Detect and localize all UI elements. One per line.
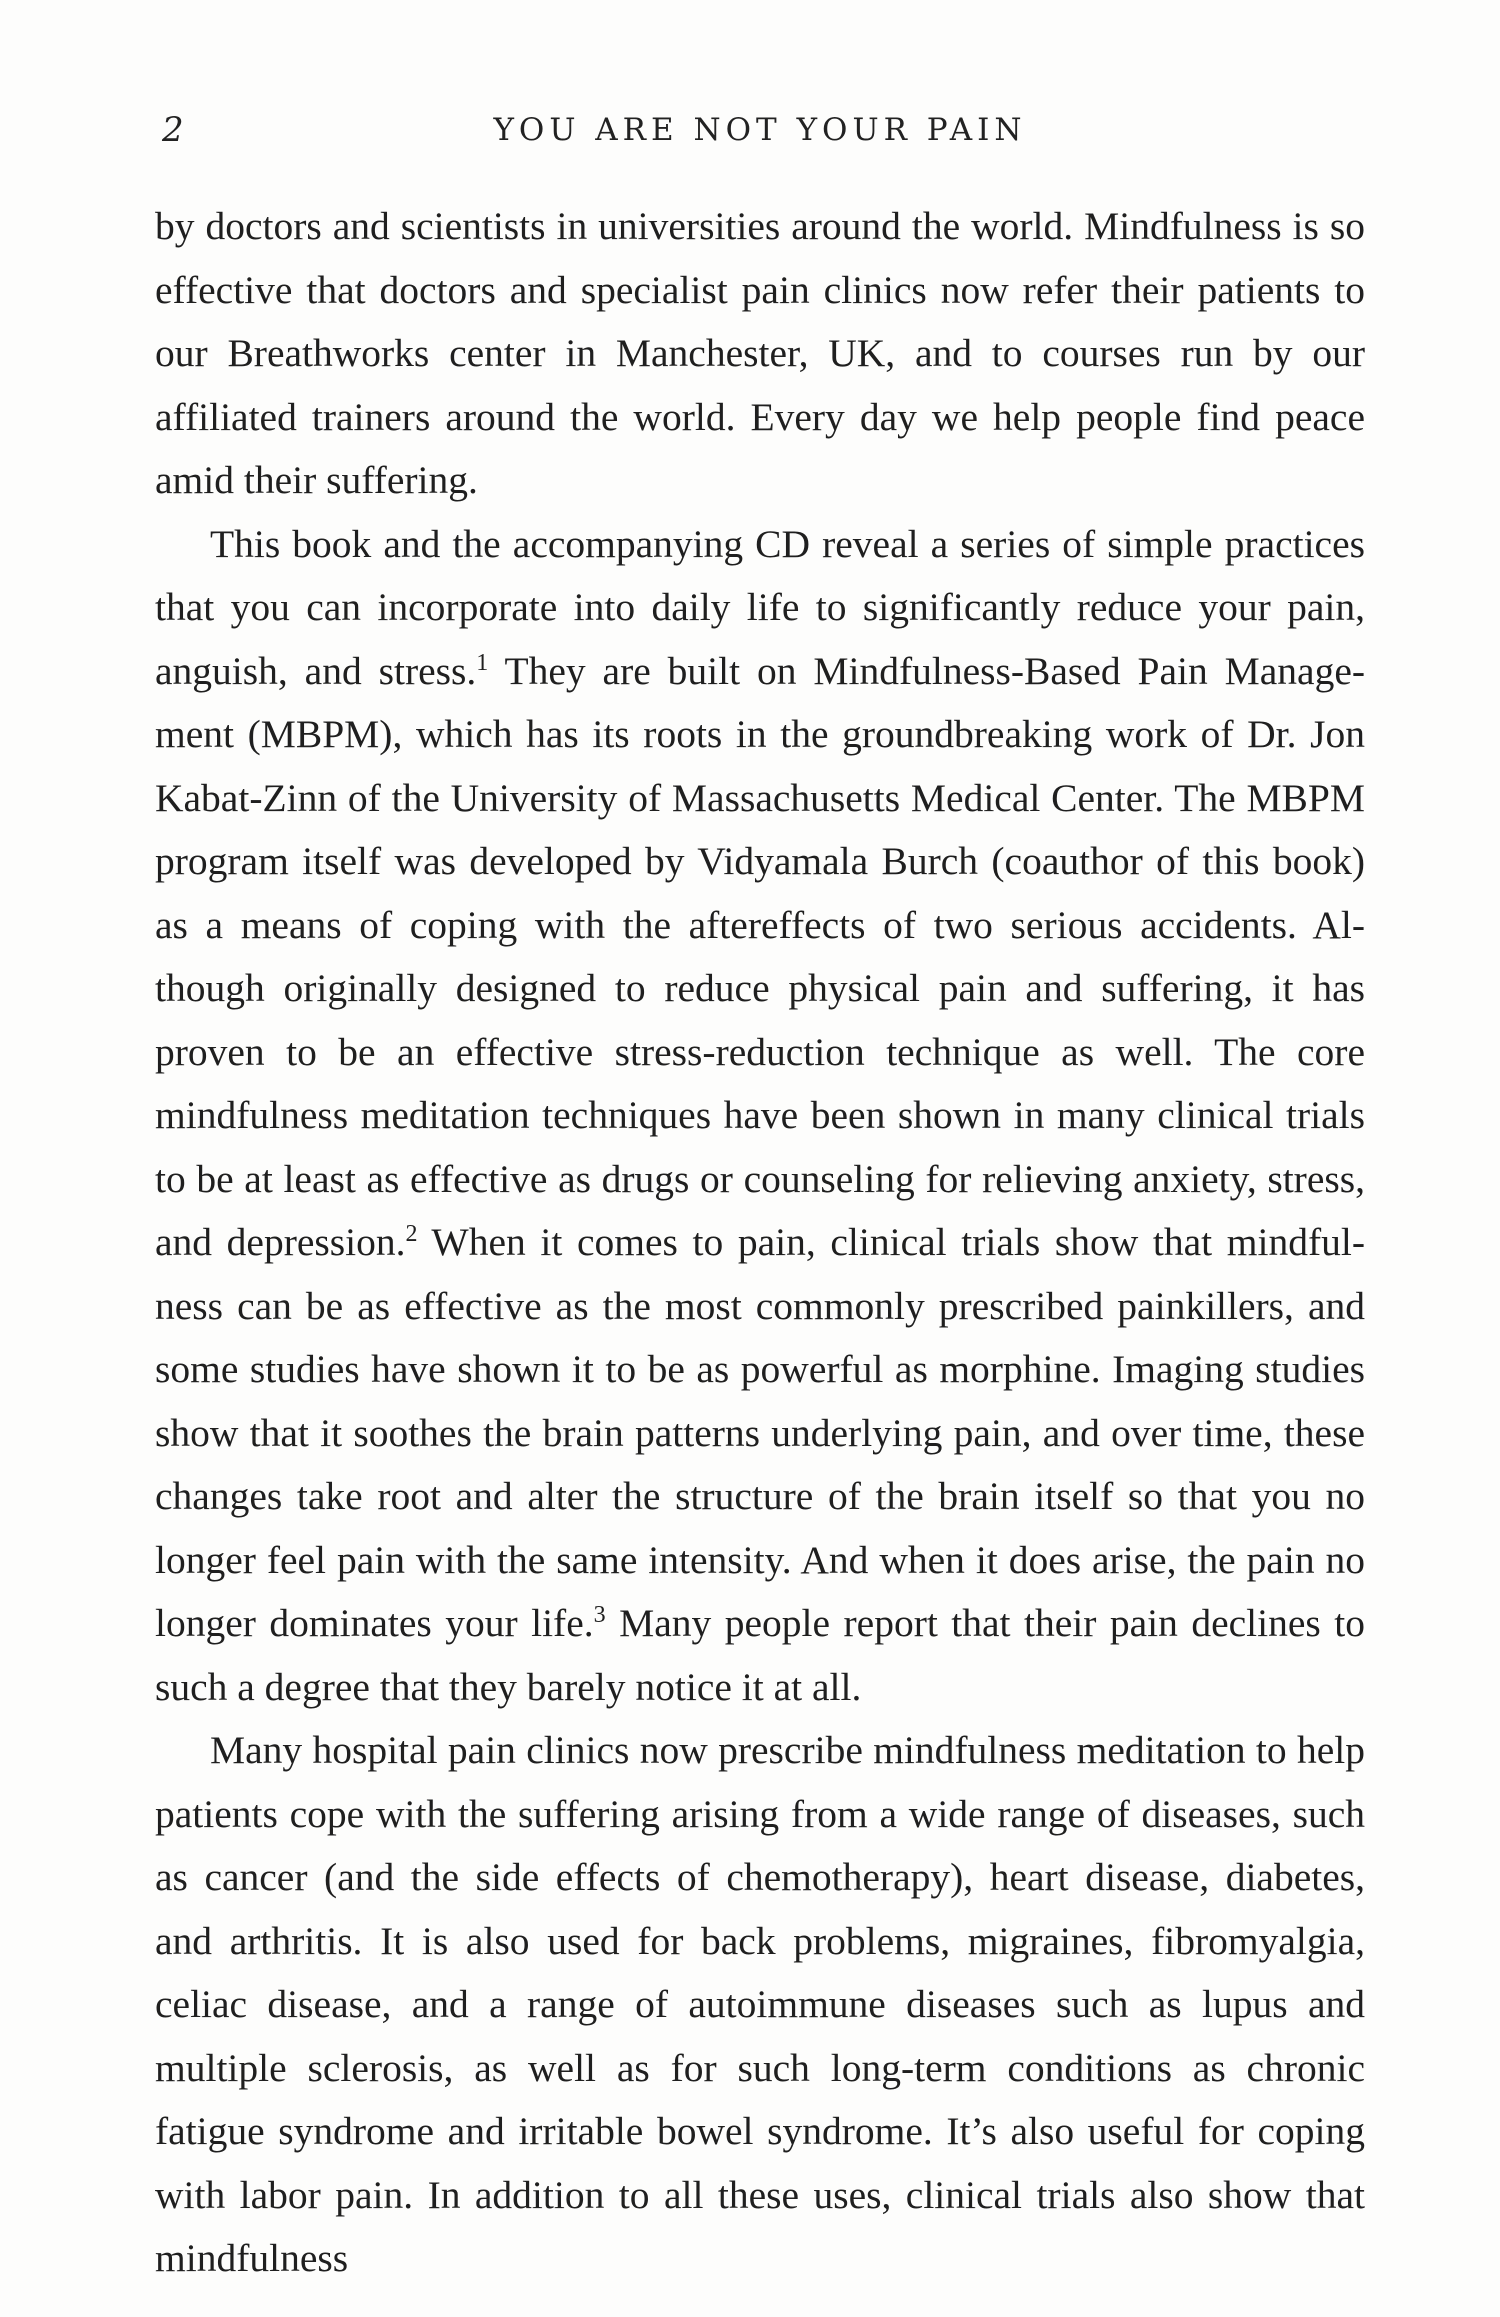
body-text bbox=[155, 195, 1365, 2291]
paragraph-2-part-d: Many people report that their pain declines to such a degree that they barely notice it at all. bbox=[155, 1601, 1365, 1709]
page-number: 2 bbox=[162, 110, 184, 150]
paragraph-3: Many hospital pain clinics now prescribe mindfulness meditation to help patients cope with the suffering arising from a wide range of diseases, such as cancer (and the side effects of chemotherapy), heart disease, diabetes, and arthritis. It is also used for back problems, migraines, fibromyalgia, celiac disease, and a range of autoimmune diseases such as lupus and multiple sclerosis, as well as for such long-term conditions as chronic fatigue syndrome and irritable bowel syndrome. It’s also useful for coping with labor pain. In addition to all these uses, clinical trials also show that mindfulness bbox=[155, 1728, 1365, 2280]
paragraph-2-part-b: They are built on Mindfulness-Based Pain Management (MBPM), which has its roots in the groundbreaking work of Dr. Jon Kabat-Zinn of the University of Massachusetts Medical Center. The MBPM program itself was developed by Vidyamala Burch (coauthor of this book) as a means of coping with the aftereffects of two serious accidents. Although originally designed to reduce physical pain and suffering, it has proven to be an effective stress-reduction technique as well. The core mindfulness meditation techniques have been shown in many clinical trials to be at least as effective as drugs or counseling for relieving anxiety, stress, and depression. bbox=[155, 648, 1366, 1264]
paragraph-2 bbox=[155, 513, 1365, 1720]
footnote-marker-2: 2 bbox=[405, 1221, 418, 1247]
footnote-marker-1: 1 bbox=[476, 649, 489, 676]
paragraph-1: by doctors and scientists in universities around the world. Mindfulness is so effective that doctors and specialist pain clinics now refer their patients to our Breathworks center in Manchester, UK, and to courses run by our affiliated trainers around the world. Every day we help people find peace amid their suffering. bbox=[155, 204, 1365, 502]
paragraph-2-part-a: This book and the accompanying CD reveal a series of simple practices that you can incorporate into daily life to significantly reduce your pain, anguish, and stress. bbox=[155, 521, 1365, 693]
footnote-marker-3: 3 bbox=[593, 1602, 606, 1628]
paragraph-2-part-c: When it comes to pain, clinical trials show that mindfulness can be as effective as the most commonly prescribed painkillers, and some studies have shown it to be as powerful as morphine. Imaging studies show that it soothes the brain patterns underlying pain, and over time, these changes take root and alter the structure of the brain itself so that you no longer feel pain with the same intensity. And when it does arise, the pain no longer dominates your life. bbox=[155, 1220, 1365, 1645]
running-head bbox=[155, 105, 1365, 155]
running-title: YOU ARE NOT YOUR PAIN bbox=[493, 112, 1027, 148]
